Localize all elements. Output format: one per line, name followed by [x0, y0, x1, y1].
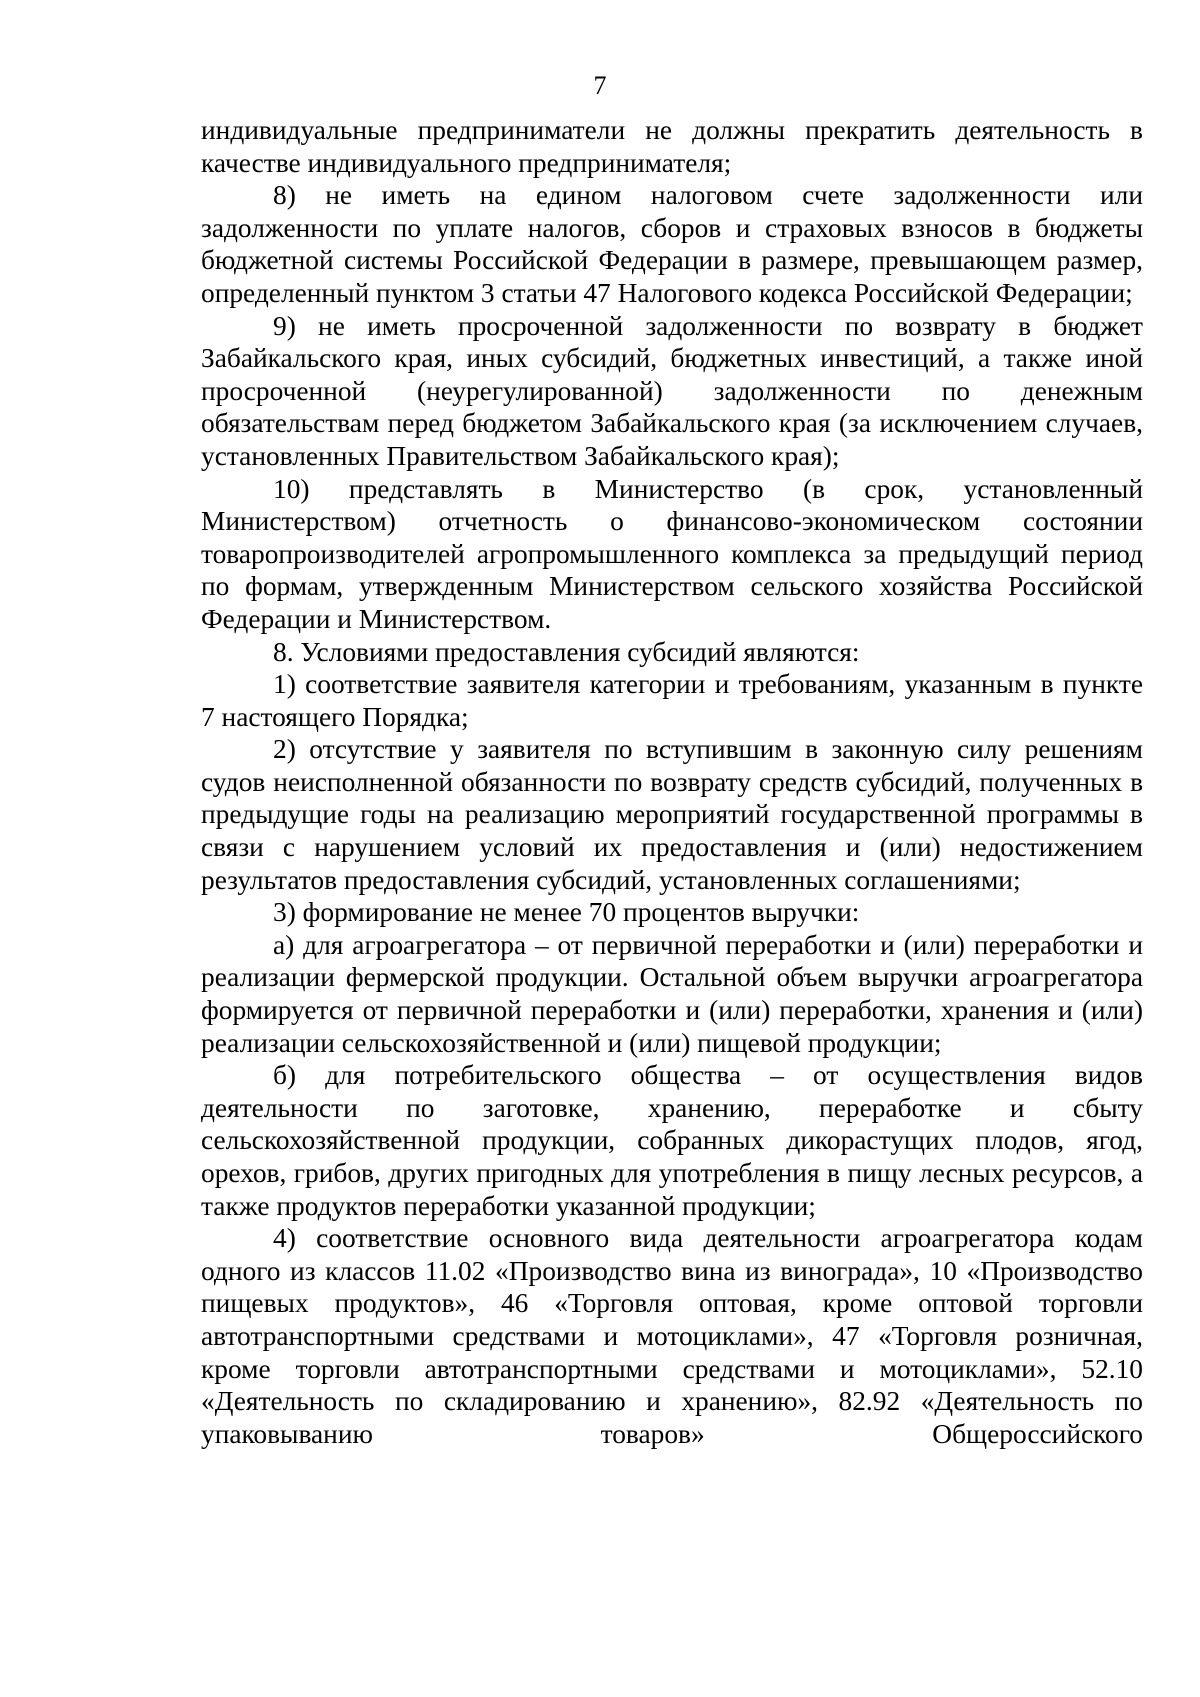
paragraph-item-10: 10) представлять в Министерство (в срок, установленный Министерством) отчетность о финансово-экономическом состоянии товаропроизводителей агропромышленного комплекса за предыдущий период по формам, утвержденным Министерством сельского хозяйства Российской Федерации и Министерством.: [201, 473, 1143, 634]
paragraph-condition-2: 2) отсутствие у заявителя по вступившим в законную силу решениям судов неисполненной обязанности по возврату средств субсидий, полученных в предыдущие годы на реализацию мероприятий государственной программы в связи с нарушением условий их предоставления и (или) недостижением результатов предоставления субсидий, установленных соглашениями;: [201, 734, 1143, 895]
paragraph-continued: индивидуальные предприниматели не должны прекратить деятельность в качестве индивидуального предпринимателя;: [201, 115, 1143, 178]
paragraph-section-8: 8. Условиями предоставления субсидий являются:: [273, 636, 860, 667]
paragraph-condition-4: 4) соответствие основного вида деятельности агроагрегатора кодам одного из классов 11.02 «Производство вина из винограда», 10 «Производство пищевых продуктов», 46 «Торговля оптовая, кроме оптовой торговли автотранспортными средствами и мотоциклами», 47 «Торговля розничная, кроме торговли автотранспортными средствами и мотоциклами», 52.10 «Деятельность по складированию и хранению», 82.92 «Деятельность по упаковыванию товаров» Общероссийского: [201, 1223, 1143, 1449]
paragraph-item-9: 9) не иметь просроченной задолженности по возврату в бюджет Забайкальского края, иных субсидий, бюджетных инвестиций, а также иной просроченной (неурегулированной) задолженности по денежным обязательствам перед бюджетом Забайкальского края (за исключением случаев, установленных Правительством Забайкальского края);: [201, 310, 1143, 471]
paragraph-condition-3a: а) для агроагрегатора – от первичной переработки и (или) переработки и реализации фермерской продукции. Остальной объем выручки агроагрегатора формируется от первичной переработки и (или) переработки, хранения и (или) реализации сельскохозяйственной и (или) пищевой продукции;: [201, 929, 1143, 1058]
paragraph-condition-3: 3) формирование не менее 70 процентов выручки:: [273, 897, 860, 928]
document-body: [201, 114, 1143, 1450]
paragraph-condition-3b: б) для потребительского общества – от осуществления видов деятельности по заготовке, хранению, переработке и сбыту сельскохозяйственной продукции, собранных дикорастущих плодов, ягод, орехов, грибов, других пригодных для употребления в пищу лесных ресурсов, а также продуктов переработки указанной продукции;: [201, 1060, 1143, 1221]
page-number: 7: [593, 71, 607, 100]
paragraph-item-8: 8) не иметь на едином налоговом счете задолженности или задолженности по уплате налогов, сборов и страховых взносов в бюджеты бюджетной системы Российской Федерации в размере, превышающем размер, определенный пунктом 3 статьи 47 Налогового кодекса Российской Федерации;: [201, 180, 1143, 308]
paragraph-condition-1: 1) соответствие заявителя категории и требованиям, указанным в пункте 7 настоящего Порядка;: [201, 669, 1143, 732]
